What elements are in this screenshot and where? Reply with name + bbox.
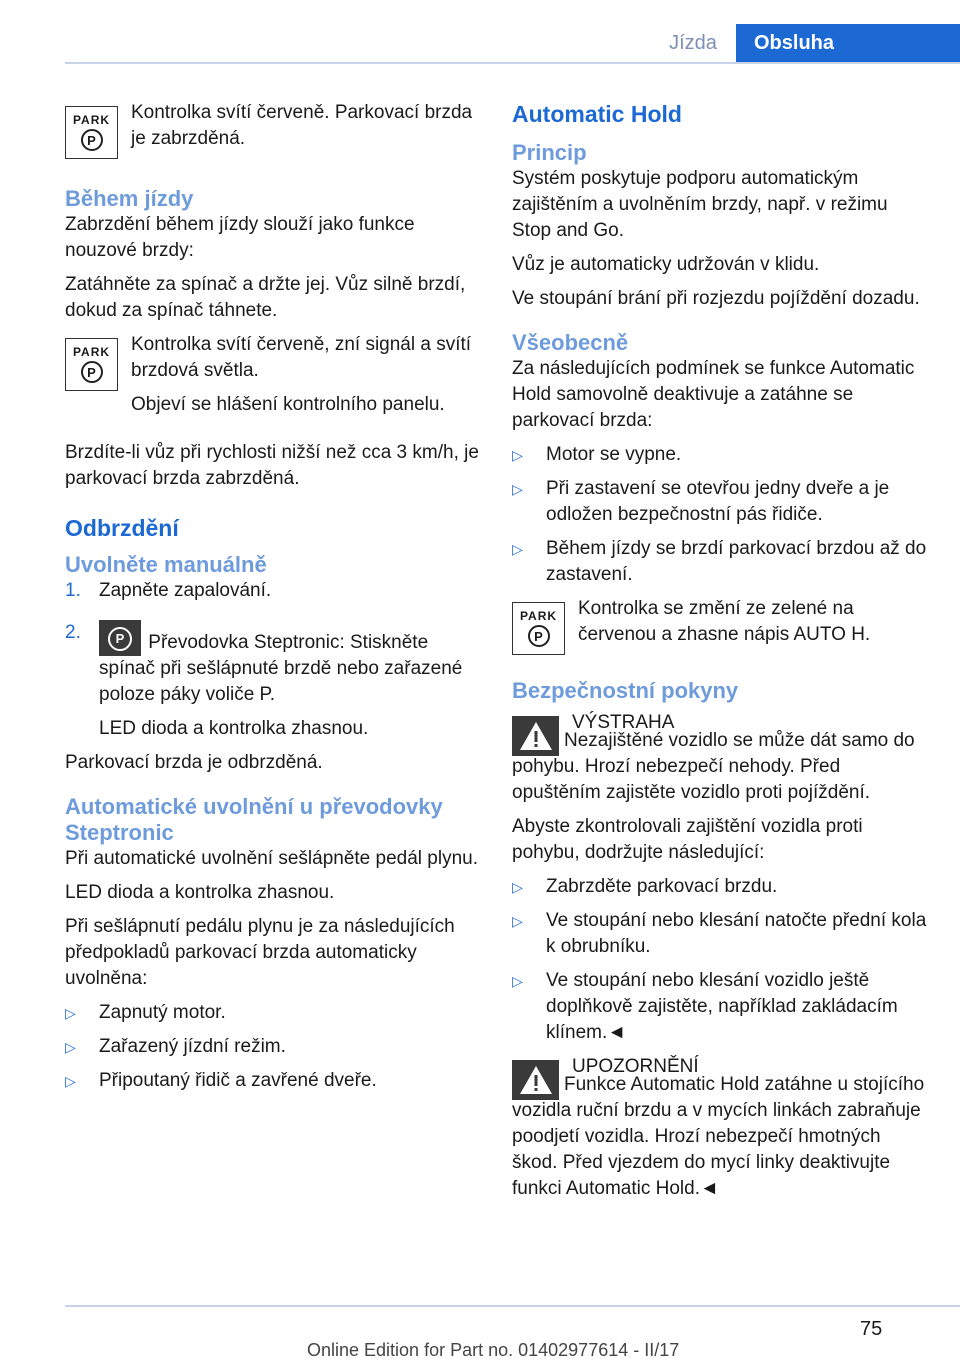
edition-text: Online Edition for Part no. 01402977614 - II/17: [307, 1340, 680, 1360]
indicator-text: Kontrolka se změní ze zelené na červenou a zhasne nápis AUTO H.: [578, 598, 871, 645]
list-item: 1. Zapněte zapalování.: [65, 580, 272, 601]
list-item: ▷ Připoutaný řidič a zavřené dveře.: [65, 1070, 377, 1091]
tab-jizda[interactable]: Jízda: [669, 32, 717, 54]
paragraph: Parkovací brzda je odbrzděná.: [65, 752, 323, 773]
list-item: ▷ Ve stoupání nebo klesání natočte přední kola k obrubníku.: [512, 910, 927, 957]
paragraph: Brzdíte-li vůz při rychlosti nižší než cca 3 km/h, je parkovací brzda zabrzděná.: [65, 442, 479, 489]
paragraph: Za následujících podmínek se funkce Automatic Hold samovolně deaktivuje a zatáhne se parkovací brzda:: [512, 358, 915, 431]
page-number: 75: [860, 1318, 883, 1340]
list-item: ▷ Zařazený jízdní režim.: [65, 1036, 286, 1057]
park-button-icon: P: [99, 620, 141, 656]
paragraph: LED dioda a kontrolka zhasnou.: [65, 882, 335, 903]
footer-divider: [65, 1305, 960, 1307]
right-column: [512, 100, 928, 1210]
indicator-text: Kontrolka svítí červeně, zní signál a svítí brzdová světla.: [131, 334, 472, 381]
list-item: ▷ Ve stoupání nebo klesání vozidlo ještě doplňkově zajistěte, například zakládacím klínem.◄: [512, 970, 898, 1043]
header-divider: [65, 62, 960, 64]
left-column: [65, 100, 481, 1102]
indicator-text: Objeví se hlášení kontrolního panelu.: [131, 394, 445, 415]
list-item: ▷ Během jízdy se brzdí parkovací brzdou až do zastavení.: [512, 538, 927, 585]
indicator-row-2: [65, 332, 481, 426]
heading-release: Odbrzdění: [65, 515, 179, 541]
warning-title: VÝSTRAHA: [572, 712, 675, 733]
paragraph: Systém poskytuje podporu automatickým zajištěním a uvolněním brzdy, např. v režimu Stop and Go.: [512, 168, 888, 241]
list-item: ▷ Zapnutý motor.: [65, 1002, 226, 1023]
paragraph: Vůz je automaticky udržován v klidu.: [512, 254, 820, 275]
list-item: 2. P Převodovka Steptronic: Stiskněte spínač při sešlápnuté brzdě nebo zařazené poloze páky voliče P.: [65, 622, 463, 705]
indicator-row-3: [512, 596, 928, 656]
paragraph: Při sešlápnutí pedálu plynu je za následujících předpokladů parkovací brzda automaticky uvolněna:: [65, 916, 455, 989]
warning-text: Nezajištěné vozidlo se může dát samo do pohybu. Hrozí nebezpečí nehody. Před opuštěním zajistěte vozidlo proti pojíždění.: [512, 730, 915, 803]
safety-list: [512, 874, 928, 1046]
heading-auto-release: Automatické uvolnění u převodovky Steptronic: [65, 794, 443, 845]
heading-safety: Bezpečnostní pokyny: [512, 678, 739, 703]
warning-triangle-icon: [512, 716, 559, 756]
list-item: ▷ Zabrzděte parkovací brzdu.: [512, 876, 778, 897]
paragraph: Při automatické uvolnění sešlápněte pedál plynu.: [65, 848, 478, 869]
park-brake-icon: PARK P: [512, 602, 565, 655]
list-item: ▷ Motor se vypne.: [512, 444, 682, 465]
paragraph: Zabrzdění během jízdy slouží jako funkce nouzové brzdy:: [65, 214, 415, 261]
heading-manual: Uvolněte manuálně: [65, 552, 267, 577]
indicator-text: Kontrolka svítí červeně. Parkovací brzda je zabrzděná.: [131, 102, 473, 149]
park-brake-icon: PARK P: [65, 106, 118, 159]
heading-automatic-hold: Automatic Hold: [512, 101, 682, 127]
paragraph: Abyste zkontrolovali zajištění vozidla proti pohybu, dodržujte následující:: [512, 816, 863, 863]
heading-during-driving: Během jízdy: [65, 186, 194, 211]
steps-list: [65, 578, 481, 708]
warning-text: Funkce Automatic Hold zatáhne u stojícího vozidla ruční brzdu a v mycích linkách zabraňuje poodjetí vozidla. Hrozí nebezpečí hmotných škod. Před vjezdem do mycí linky deaktivujte funkci Automatic Hold.◄: [512, 1074, 925, 1199]
deactivation-list: [512, 442, 928, 588]
tab-obsluha[interactable]: Obsluha: [736, 24, 960, 62]
park-brake-icon: PARK P: [65, 338, 118, 391]
heading-principle: Princip: [512, 140, 587, 165]
warning-triangle-icon: [512, 1060, 559, 1100]
conditions-list: [65, 1000, 481, 1094]
indicator-row-1: [65, 100, 481, 160]
paragraph: Ve stoupání brání při rozjezdu pojíždění dozadu.: [512, 288, 920, 309]
heading-general: Všeobecně: [512, 330, 629, 355]
list-item: ▷ Při zastavení se otevřou jedny dveře a je odložen bezpečnostní pás řidiče.: [512, 478, 890, 525]
paragraph: Zatáhněte za spínač a držte jej. Vůz silně brzdí, dokud za spínač táhnete.: [65, 274, 466, 321]
warning-title: UPOZORNĚNÍ: [572, 1056, 699, 1077]
paragraph: LED dioda a kontrolka zhasnou.: [99, 718, 369, 739]
